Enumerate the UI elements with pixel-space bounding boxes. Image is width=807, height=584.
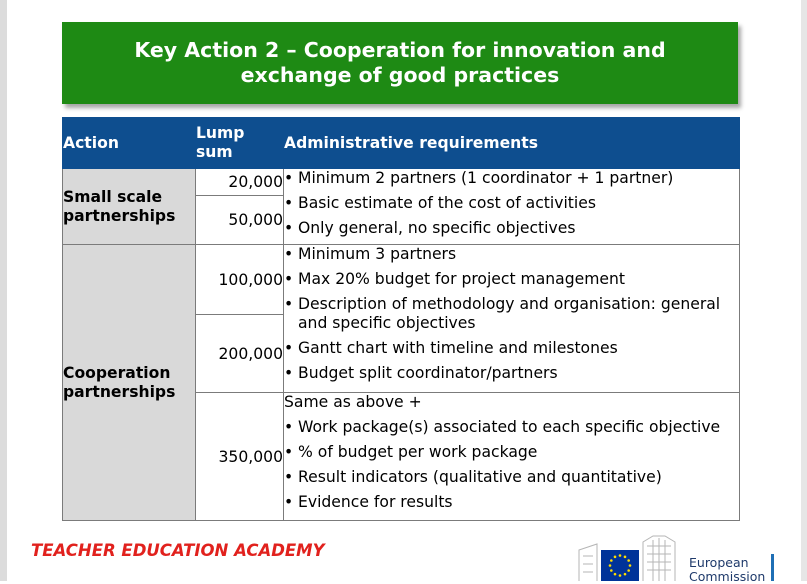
eu-star-icon [610, 559, 613, 562]
bullet-icon: • [284, 245, 294, 263]
left-edge-bar [0, 0, 7, 581]
eu-star-icon [624, 573, 627, 576]
header-lump-sum: Lump sum [196, 118, 284, 169]
eu-star-icon [627, 569, 630, 572]
bullet-icon: • [284, 418, 294, 436]
table-row [63, 245, 740, 315]
requirement-item: • Budget split coordinator/partners [284, 364, 558, 382]
action-small-scale-partnerships: Small scale partnerships [63, 169, 196, 245]
header-action: Action [63, 118, 196, 169]
requirement-intro: Same as above + [284, 393, 422, 411]
eu-star-icon [619, 554, 622, 557]
bullet-icon: • [284, 339, 294, 357]
requirements-cell [284, 169, 740, 245]
lump-sum-cell: 50,000 [196, 196, 284, 245]
requirement-item: • Minimum 3 partners [284, 245, 457, 263]
requirement-item: • Basic estimate of the cost of activities [284, 194, 596, 212]
eu-star-icon [619, 574, 622, 577]
eu-star-icon [614, 573, 617, 576]
requirement-item: • Minimum 2 partners (1 coordinator + 1 partner) [284, 169, 674, 187]
requirement-item: • Description of methodology and organisation: general and specific objectives [284, 295, 721, 332]
requirement-item: • Max 20% budget for project management [284, 270, 625, 288]
eu-star-icon [609, 564, 612, 567]
lump-sum-cell: 350,000 [196, 393, 284, 521]
requirements-cell [284, 245, 740, 393]
eu-star-icon [624, 556, 627, 559]
eu-star-icon [627, 559, 630, 562]
requirement-item: • Evidence for results [284, 493, 453, 511]
eu-star-icon [629, 564, 632, 567]
slide-title-banner [62, 22, 738, 104]
requirement-item: • Only general, no specific objectives [284, 219, 576, 237]
eu-star-icon [614, 556, 617, 559]
key-action-table [62, 117, 740, 521]
requirement-item: • Result indicators (qualitative and quantitative) [284, 468, 662, 486]
bullet-icon: • [284, 295, 294, 313]
table-row [63, 169, 740, 196]
requirements-cell [284, 393, 740, 521]
action-cooperation-partnerships: Cooperation partnerships [63, 245, 196, 521]
footer-teacher-education-academy: TEACHER EDUCATION ACADEMY [31, 541, 325, 560]
right-edge-bar [801, 0, 807, 581]
eu-star-icon [610, 569, 613, 572]
bullet-icon: • [284, 169, 294, 187]
requirement-item: • Gantt chart with timeline and milestones [284, 339, 618, 357]
bullet-icon: • [284, 270, 294, 288]
header-administrative-requirements: Administrative requirements [284, 118, 740, 169]
logo-divider [771, 554, 774, 581]
bullet-icon: • [284, 468, 294, 486]
lump-sum-cell: 200,000 [196, 315, 284, 393]
table-header-row [63, 118, 740, 169]
bullet-icon: • [284, 219, 294, 237]
bullet-icon: • [284, 443, 294, 461]
bullet-icon: • [284, 194, 294, 212]
requirement-item: • % of budget per work package [284, 443, 538, 461]
requirement-item: • Work package(s) associated to each specific objective [284, 418, 721, 436]
bullet-icon: • [284, 493, 294, 511]
bullet-icon: • [284, 364, 294, 382]
lump-sum-cell: 20,000 [196, 169, 284, 196]
lump-sum-cell: 100,000 [196, 245, 284, 315]
slide-title: Key Action 2 – Cooperation for innovation and exchange of good practices [134, 38, 666, 87]
logo-label: European Commission [689, 555, 766, 584]
